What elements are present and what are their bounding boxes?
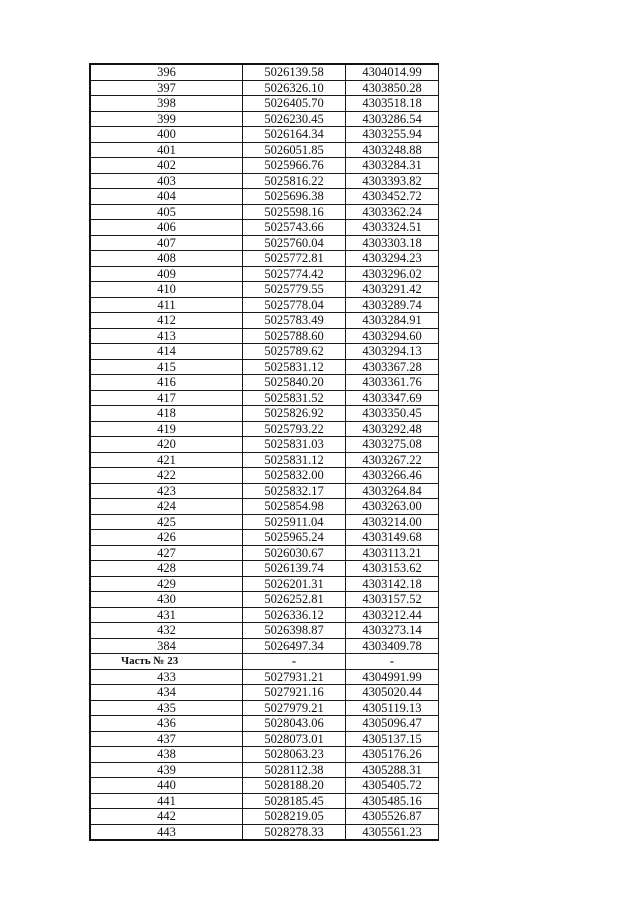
y-coordinate-cell: 4303393.82 <box>346 173 439 189</box>
point-number-cell: 397 <box>90 80 243 96</box>
table-row <box>90 328 439 344</box>
y-coordinate-cell: 4303292.48 <box>346 421 439 437</box>
x-coordinate-cell: - <box>243 654 346 670</box>
x-coordinate-cell: 5028063.23 <box>243 747 346 763</box>
x-coordinate-cell: 5026336.12 <box>243 607 346 623</box>
table-row <box>90 80 439 96</box>
y-coordinate-cell: - <box>346 654 439 670</box>
x-coordinate-cell: 5026405.70 <box>243 96 346 112</box>
table-row <box>90 638 439 654</box>
y-coordinate-cell: 4303289.74 <box>346 297 439 313</box>
table-row <box>90 220 439 236</box>
x-coordinate-cell: 5025696.38 <box>243 189 346 205</box>
x-coordinate-cell: 5025760.04 <box>243 235 346 251</box>
x-coordinate-cell: 5025778.04 <box>243 297 346 313</box>
y-coordinate-cell: 4303149.68 <box>346 530 439 546</box>
point-number-cell: 414 <box>90 344 243 360</box>
point-number-cell: 398 <box>90 96 243 112</box>
point-number-cell: 402 <box>90 158 243 174</box>
point-number-cell: 429 <box>90 576 243 592</box>
x-coordinate-cell: 5028188.20 <box>243 778 346 794</box>
table-row <box>90 96 439 112</box>
x-coordinate-cell: 5026139.74 <box>243 561 346 577</box>
x-coordinate-cell: 5026164.34 <box>243 127 346 143</box>
x-coordinate-cell: 5025911.04 <box>243 514 346 530</box>
x-coordinate-cell: 5025840.20 <box>243 375 346 391</box>
x-coordinate-cell: 5028185.45 <box>243 793 346 809</box>
point-number-cell: 405 <box>90 204 243 220</box>
table-row <box>90 452 439 468</box>
y-coordinate-cell: 4303263.00 <box>346 499 439 515</box>
y-coordinate-cell: 4303266.46 <box>346 468 439 484</box>
x-coordinate-cell: 5026139.58 <box>243 64 346 80</box>
point-number-cell: 384 <box>90 638 243 654</box>
point-number-cell: 442 <box>90 809 243 825</box>
x-coordinate-cell: 5025831.03 <box>243 437 346 453</box>
point-number-cell: 408 <box>90 251 243 267</box>
table-row <box>90 406 439 422</box>
y-coordinate-cell: 4303324.51 <box>346 220 439 236</box>
table-row <box>90 64 439 80</box>
x-coordinate-cell: 5025598.16 <box>243 204 346 220</box>
point-number-cell: 416 <box>90 375 243 391</box>
y-coordinate-cell: 4303350.45 <box>346 406 439 422</box>
table-row <box>90 545 439 561</box>
coordinates-table-body <box>90 64 439 840</box>
x-coordinate-cell: 5025774.42 <box>243 266 346 282</box>
y-coordinate-cell: 4303452.72 <box>346 189 439 205</box>
table-row <box>90 282 439 298</box>
table-row <box>90 266 439 282</box>
table-row <box>90 173 439 189</box>
y-coordinate-cell: 4305096.47 <box>346 716 439 732</box>
y-coordinate-cell: 4303296.02 <box>346 266 439 282</box>
point-number-cell: 426 <box>90 530 243 546</box>
x-coordinate-cell: 5025966.76 <box>243 158 346 174</box>
table-row <box>90 158 439 174</box>
table-row <box>90 607 439 623</box>
point-number-cell: 399 <box>90 111 243 127</box>
y-coordinate-cell: 4303275.08 <box>346 437 439 453</box>
x-coordinate-cell: 5025789.62 <box>243 344 346 360</box>
x-coordinate-cell: 5025832.17 <box>243 483 346 499</box>
y-coordinate-cell: 4305119.13 <box>346 700 439 716</box>
x-coordinate-cell: 5028278.33 <box>243 824 346 840</box>
point-number-cell: 434 <box>90 685 243 701</box>
x-coordinate-cell: 5028112.38 <box>243 762 346 778</box>
y-coordinate-cell: 4303212.44 <box>346 607 439 623</box>
point-number-cell: 441 <box>90 793 243 809</box>
x-coordinate-cell: 5025816.22 <box>243 173 346 189</box>
y-coordinate-cell: 4303850.28 <box>346 80 439 96</box>
point-number-cell: 428 <box>90 561 243 577</box>
y-coordinate-cell: 4303286.54 <box>346 111 439 127</box>
x-coordinate-cell: 5026030.67 <box>243 545 346 561</box>
table-row <box>90 468 439 484</box>
point-number-cell: 417 <box>90 390 243 406</box>
table-row <box>90 111 439 127</box>
y-coordinate-cell: 4303248.88 <box>346 142 439 158</box>
x-coordinate-cell: 5025772.81 <box>243 251 346 267</box>
y-coordinate-cell: 4303284.31 <box>346 158 439 174</box>
table-row <box>90 235 439 251</box>
y-coordinate-cell: 4303153.62 <box>346 561 439 577</box>
x-coordinate-cell: 5026497.34 <box>243 638 346 654</box>
y-coordinate-cell: 4303294.60 <box>346 328 439 344</box>
y-coordinate-cell: 4303273.14 <box>346 623 439 639</box>
x-coordinate-cell: 5028219.05 <box>243 809 346 825</box>
table-row <box>90 313 439 329</box>
table-row <box>90 127 439 143</box>
point-number-cell: 418 <box>90 406 243 422</box>
y-coordinate-cell: 4303255.94 <box>346 127 439 143</box>
table-row <box>90 716 439 732</box>
table-row <box>90 762 439 778</box>
y-coordinate-cell: 4303409.78 <box>346 638 439 654</box>
table-row <box>90 251 439 267</box>
y-coordinate-cell: 4303113.21 <box>346 545 439 561</box>
x-coordinate-cell: 5025743.66 <box>243 220 346 236</box>
point-number-cell: 436 <box>90 716 243 732</box>
y-coordinate-cell: 4305137.15 <box>346 731 439 747</box>
y-coordinate-cell: 4303284.91 <box>346 313 439 329</box>
table-row <box>90 576 439 592</box>
x-coordinate-cell: 5028043.06 <box>243 716 346 732</box>
point-number-cell: 440 <box>90 778 243 794</box>
point-number-cell: 413 <box>90 328 243 344</box>
table-row <box>90 731 439 747</box>
table-row <box>90 561 439 577</box>
table-row <box>90 359 439 375</box>
x-coordinate-cell: 5026398.87 <box>243 623 346 639</box>
point-number-cell: 407 <box>90 235 243 251</box>
table-row <box>90 530 439 546</box>
point-number-cell: 409 <box>90 266 243 282</box>
x-coordinate-cell: 5025793.22 <box>243 421 346 437</box>
x-coordinate-cell: 5026252.81 <box>243 592 346 608</box>
table-row <box>90 824 439 840</box>
y-coordinate-cell: 4305485.16 <box>346 793 439 809</box>
y-coordinate-cell: 4303142.18 <box>346 576 439 592</box>
x-coordinate-cell: 5026230.45 <box>243 111 346 127</box>
table-row <box>90 142 439 158</box>
point-number-cell: 410 <box>90 282 243 298</box>
y-coordinate-cell: 4305526.87 <box>346 809 439 825</box>
table-row <box>90 437 439 453</box>
point-number-cell: 433 <box>90 669 243 685</box>
y-coordinate-cell: 4303362.24 <box>346 204 439 220</box>
y-coordinate-cell: 4303347.69 <box>346 390 439 406</box>
table-row <box>90 499 439 515</box>
y-coordinate-cell: 4303214.00 <box>346 514 439 530</box>
y-coordinate-cell: 4305561.23 <box>346 824 439 840</box>
point-number-cell: 411 <box>90 297 243 313</box>
y-coordinate-cell: 4304991.99 <box>346 669 439 685</box>
x-coordinate-cell: 5025831.12 <box>243 359 346 375</box>
table-row <box>90 344 439 360</box>
x-coordinate-cell: 5025826.92 <box>243 406 346 422</box>
table-row <box>90 623 439 639</box>
point-number-cell: 406 <box>90 220 243 236</box>
x-coordinate-cell: 5028073.01 <box>243 731 346 747</box>
point-number-cell: 421 <box>90 452 243 468</box>
point-number-cell: 420 <box>90 437 243 453</box>
y-coordinate-cell: 4303367.28 <box>346 359 439 375</box>
x-coordinate-cell: 5027921.16 <box>243 685 346 701</box>
x-coordinate-cell: 5025831.12 <box>243 452 346 468</box>
y-coordinate-cell: 4303518.18 <box>346 96 439 112</box>
point-number-cell: 435 <box>90 700 243 716</box>
table-row <box>90 204 439 220</box>
table-row <box>90 483 439 499</box>
point-number-cell: 430 <box>90 592 243 608</box>
table-row <box>90 809 439 825</box>
x-coordinate-cell: 5025779.55 <box>243 282 346 298</box>
table-row <box>90 592 439 608</box>
x-coordinate-cell: 5025831.52 <box>243 390 346 406</box>
table-row <box>90 685 439 701</box>
table-row <box>90 747 439 763</box>
y-coordinate-cell: 4305288.31 <box>346 762 439 778</box>
table-row <box>90 514 439 530</box>
table-row <box>90 793 439 809</box>
point-number-cell: 404 <box>90 189 243 205</box>
y-coordinate-cell: 4303303.18 <box>346 235 439 251</box>
y-coordinate-cell: 4305020.44 <box>346 685 439 701</box>
point-number-cell: 403 <box>90 173 243 189</box>
point-number-cell: 412 <box>90 313 243 329</box>
x-coordinate-cell: 5025854.98 <box>243 499 346 515</box>
x-coordinate-cell: 5025783.49 <box>243 313 346 329</box>
point-number-cell: 437 <box>90 731 243 747</box>
table-row <box>90 390 439 406</box>
y-coordinate-cell: 4305176.26 <box>346 747 439 763</box>
point-number-cell: 431 <box>90 607 243 623</box>
point-number-cell: 396 <box>90 64 243 80</box>
y-coordinate-cell: 4303291.42 <box>346 282 439 298</box>
coordinates-table <box>89 63 439 841</box>
point-number-cell: 423 <box>90 483 243 499</box>
x-coordinate-cell: 5027979.21 <box>243 700 346 716</box>
point-number-cell: 422 <box>90 468 243 484</box>
point-number-cell: 427 <box>90 545 243 561</box>
x-coordinate-cell: 5026201.31 <box>243 576 346 592</box>
point-number-cell: 415 <box>90 359 243 375</box>
section-header-row <box>90 654 439 670</box>
table-row <box>90 669 439 685</box>
point-number-cell: 439 <box>90 762 243 778</box>
y-coordinate-cell: 4303157.52 <box>346 592 439 608</box>
point-number-cell: 424 <box>90 499 243 515</box>
table-row <box>90 297 439 313</box>
point-number-cell: Часть № 23 <box>90 654 243 670</box>
y-coordinate-cell: 4303264.84 <box>346 483 439 499</box>
point-number-cell: 400 <box>90 127 243 143</box>
x-coordinate-cell: 5026051.85 <box>243 142 346 158</box>
y-coordinate-cell: 4305405.72 <box>346 778 439 794</box>
table-row <box>90 778 439 794</box>
table-row <box>90 189 439 205</box>
y-coordinate-cell: 4303361.76 <box>346 375 439 391</box>
table-row <box>90 700 439 716</box>
table-row <box>90 421 439 437</box>
x-coordinate-cell: 5026326.10 <box>243 80 346 96</box>
point-number-cell: 401 <box>90 142 243 158</box>
point-number-cell: 425 <box>90 514 243 530</box>
x-coordinate-cell: 5025832.00 <box>243 468 346 484</box>
x-coordinate-cell: 5027931.21 <box>243 669 346 685</box>
y-coordinate-cell: 4304014.99 <box>346 64 439 80</box>
table-row <box>90 375 439 391</box>
point-number-cell: 438 <box>90 747 243 763</box>
point-number-cell: 432 <box>90 623 243 639</box>
y-coordinate-cell: 4303294.13 <box>346 344 439 360</box>
x-coordinate-cell: 5025965.24 <box>243 530 346 546</box>
point-number-cell: 443 <box>90 824 243 840</box>
point-number-cell: 419 <box>90 421 243 437</box>
y-coordinate-cell: 4303267.22 <box>346 452 439 468</box>
y-coordinate-cell: 4303294.23 <box>346 251 439 267</box>
x-coordinate-cell: 5025788.60 <box>243 328 346 344</box>
